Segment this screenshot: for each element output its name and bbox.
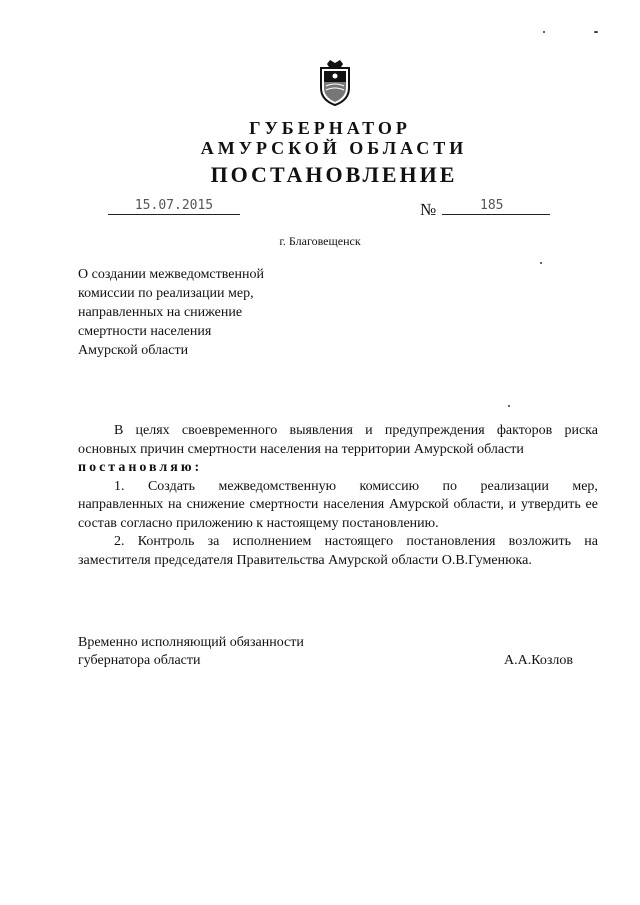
document-body bbox=[78, 422, 598, 570]
body-intro: В целях своевременного выявления и предупреждения факторов риска основных причин смертности населения на территории Амурской области bbox=[78, 423, 598, 457]
decree-keyword: постановляю: bbox=[78, 460, 203, 475]
item-2: 2. Контроль за исполнением настоящего постановления возложить на заместителя председателя Правительства Амурской области О.В.Гуменюка. bbox=[78, 534, 598, 568]
scan-speck bbox=[594, 31, 598, 33]
signer-title-line2: губернатора области bbox=[78, 653, 201, 668]
document-city: г. Благовещенск bbox=[279, 234, 361, 248]
decree-word bbox=[78, 459, 598, 478]
item-1-rest: направленных на снижение смертности населения Амурской области, и утвердить ее состав согласно приложению к настоящему постановлению. bbox=[78, 497, 598, 531]
document-number: 185 bbox=[442, 198, 550, 215]
item-1-word: 1. bbox=[114, 478, 125, 494]
scan-speck bbox=[540, 262, 542, 264]
document-type: ПОСТАНОВЛЕНИЕ bbox=[210, 162, 458, 187]
scan-speck bbox=[508, 405, 510, 407]
item-1-word: Создать bbox=[147, 478, 196, 494]
issuer-title: ГУБЕРНАТОР bbox=[249, 118, 411, 138]
issuer-region: АМУРСКОЙ ОБЛАСТИ bbox=[200, 138, 468, 158]
item-1-word: по bbox=[442, 478, 458, 494]
item-1-word: межведомственную bbox=[218, 478, 337, 494]
item-1-word: реализации bbox=[480, 478, 549, 494]
number-sign: № bbox=[420, 200, 437, 219]
signer-title bbox=[78, 634, 304, 670]
signer-title-line1: Временно исполняющий обязанности bbox=[78, 635, 304, 650]
signer-name: А.А.Козлов bbox=[504, 653, 573, 668]
document-date: 15.07.2015 bbox=[108, 198, 240, 215]
item-1-word: мер, bbox=[572, 478, 598, 494]
coat-of-arms-icon bbox=[315, 58, 355, 106]
item-1-word: комиссию bbox=[359, 478, 420, 494]
document-subject: О создании межведомственной комиссии по реализации мер, направленных на снижение смертности населения Амурской области bbox=[78, 267, 264, 358]
scan-speck bbox=[543, 31, 545, 33]
item-1-first-line bbox=[78, 478, 598, 497]
